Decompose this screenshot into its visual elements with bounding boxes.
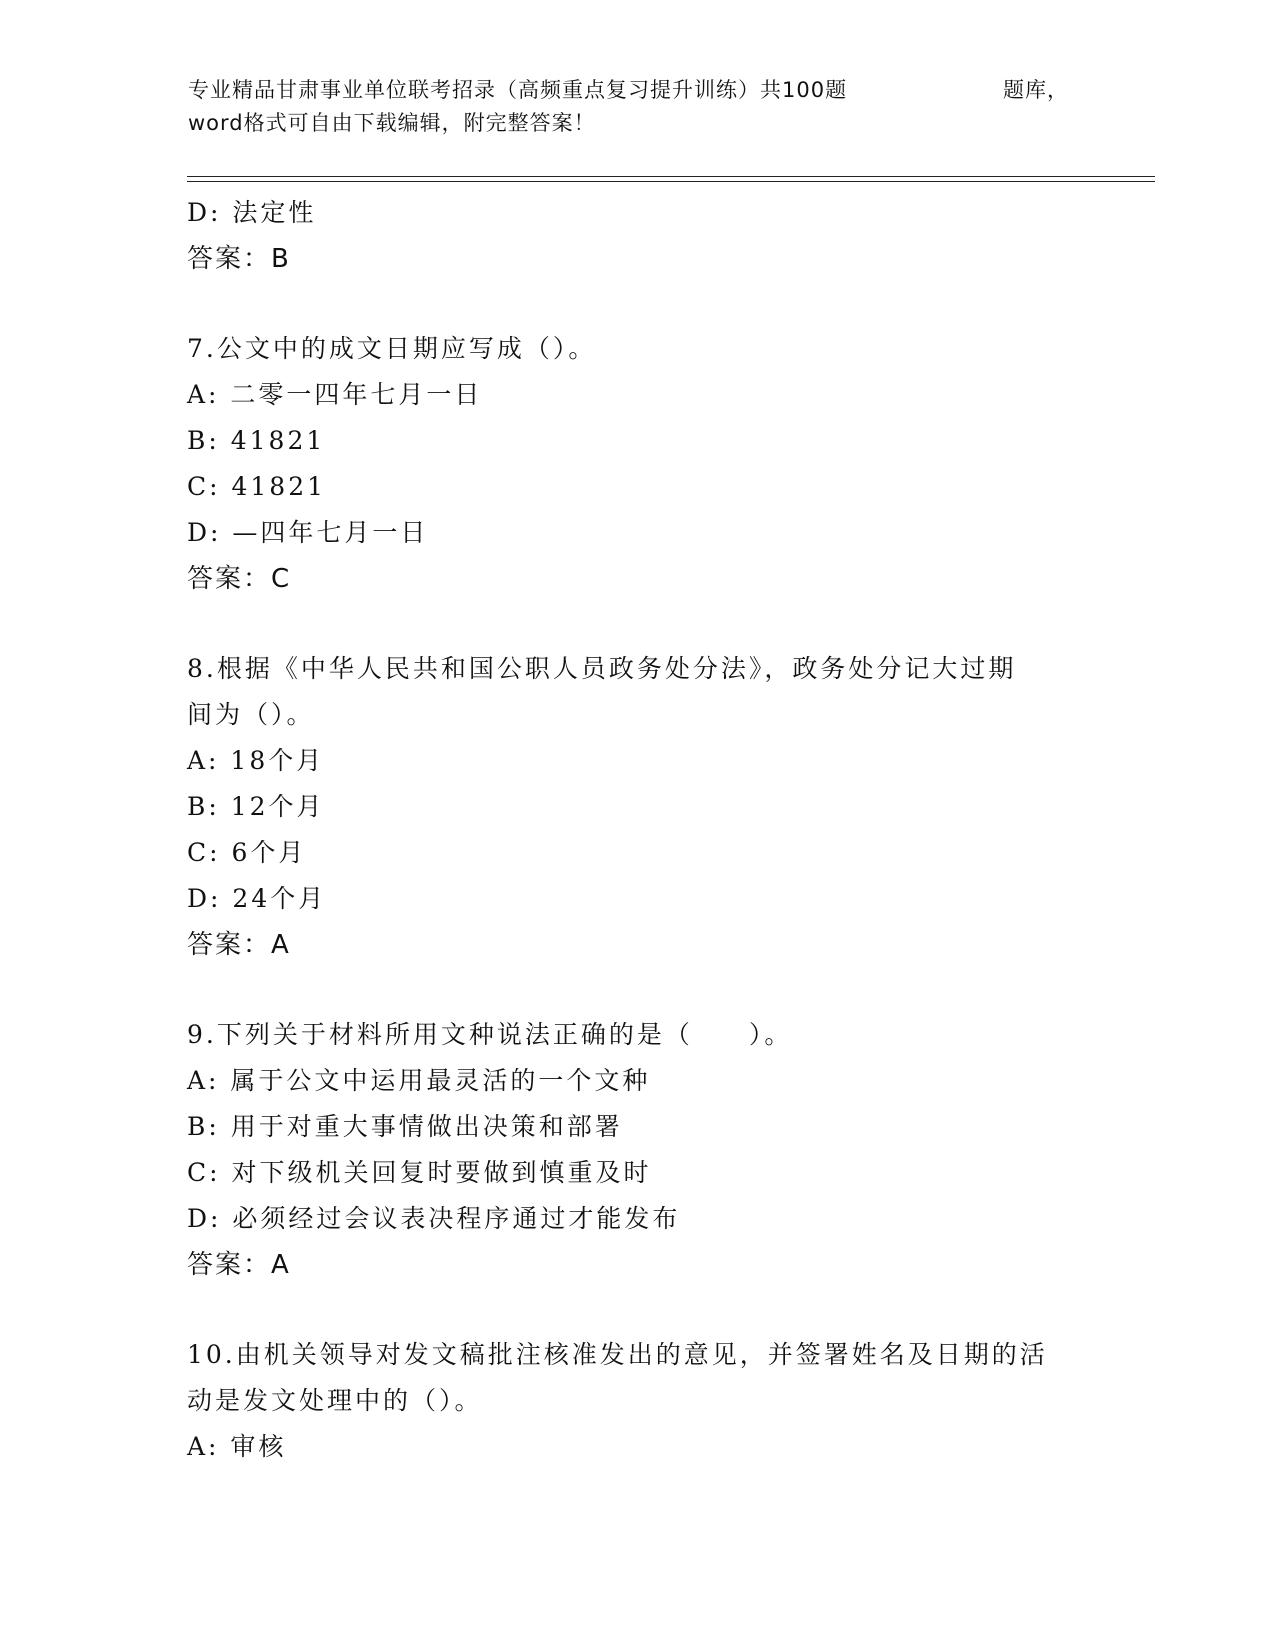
option-c: C: 6个月 xyxy=(187,838,307,867)
header-divider-top xyxy=(187,176,1155,177)
spacer xyxy=(187,968,1087,1012)
question-title: 7.公文中的成文日期应写成（）。 xyxy=(187,334,597,363)
question-title-continued: 间为（）。 xyxy=(187,700,315,729)
page-header xyxy=(188,74,1088,140)
option-a: A: 属于公文中运用最灵活的一个文种 xyxy=(187,1066,651,1095)
option-d: D: 法定性 xyxy=(187,198,317,227)
spacer xyxy=(187,602,1087,646)
answer-line: 答案：A xyxy=(187,1250,291,1280)
question-title-continued: 动是发文处理中的（）。 xyxy=(187,1386,483,1415)
option-d: D: 必须经过会议表决程序通过才能发布 xyxy=(187,1204,681,1233)
option-b: B: 12个月 xyxy=(187,792,325,821)
option-b: B: 用于对重大事情做出决策和部署 xyxy=(187,1112,623,1141)
question-title: 9.下列关于材料所用文种说法正确的是（ ）。 xyxy=(187,1020,793,1049)
option-c: C: 对下级机关回复时要做到慎重及时 xyxy=(187,1158,652,1187)
question-7 xyxy=(187,326,1087,602)
option-c: C: 41821 xyxy=(187,472,327,501)
question-10 xyxy=(187,1332,1087,1470)
question-8 xyxy=(187,646,1087,968)
spacer xyxy=(187,282,1087,326)
question-content xyxy=(187,190,1087,1470)
header-subtitle: word格式可自由下载编辑，附完整答案！ xyxy=(188,111,596,135)
option-d: D: 24个月 xyxy=(187,884,327,913)
spacer xyxy=(187,1288,1087,1332)
option-a: A: 审核 xyxy=(187,1432,287,1461)
header-title-suffix: 题库， xyxy=(1003,78,1069,102)
header-line-1 xyxy=(188,74,1088,107)
answer-line: 答案：A xyxy=(187,930,291,960)
question-title: 10.由机关领导对发文稿批注核准发出的意见，并签署姓名及日期的活 xyxy=(187,1340,1048,1369)
answer-line: 答案：C xyxy=(187,564,292,594)
header-title: 专业精品甘肃事业单位联考招录（高频重点复习提升训练）共100题 xyxy=(188,78,848,102)
option-a: A: 18个月 xyxy=(187,746,325,775)
question-title: 8.根据《中华人民共和国公职人员政务处分法》，政务处分记大过期 xyxy=(187,654,1017,683)
option-d: D: —四年七月一日 xyxy=(187,518,429,547)
answer-line: 答案：B xyxy=(187,244,291,274)
header-divider-bottom xyxy=(187,181,1155,182)
option-b: B: 41821 xyxy=(187,426,326,455)
option-a: A: 二零一四年七月一日 xyxy=(187,380,483,409)
question-9 xyxy=(187,1012,1087,1288)
